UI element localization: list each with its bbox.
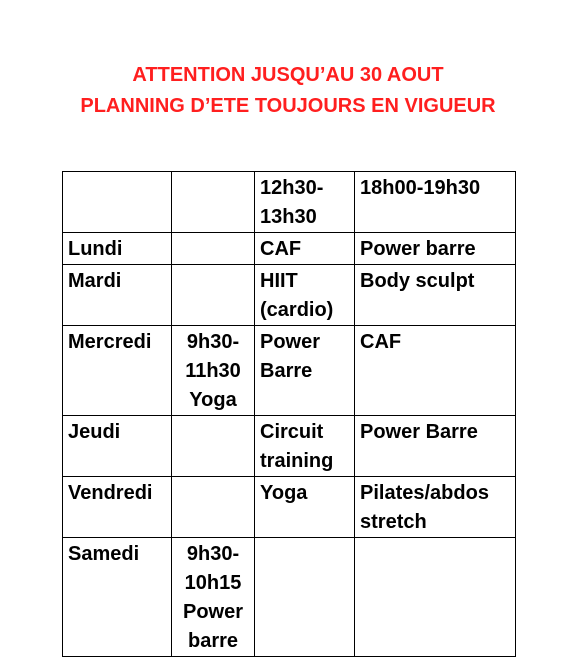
evening-cell — [355, 538, 516, 657]
evening-cell: Power Barre — [355, 416, 516, 477]
midday-cell: Circuit training — [255, 416, 355, 477]
evening-cell: Body sculpt — [355, 265, 516, 326]
day-cell: Jeudi — [63, 416, 172, 477]
day-cell: Mardi — [63, 265, 172, 326]
notice-line-1: ATTENTION JUSQU’AU 30 AOUT — [132, 64, 444, 86]
evening-cell: Pilates/abdos stretch — [355, 477, 516, 538]
midday-cell: HIIT (cardio) — [255, 265, 355, 326]
midday-cell: Power Barre — [255, 326, 355, 416]
morning-cell: 9h30- 10h15 Power barre — [172, 538, 255, 657]
table-row — [63, 538, 516, 657]
morning-cell: 9h30- 11h30 Yoga — [172, 326, 255, 416]
table-row — [63, 265, 516, 326]
header-row — [63, 172, 516, 233]
header-evening-cell: 18h00-19h30 — [355, 172, 516, 233]
midday-cell: Yoga — [255, 477, 355, 538]
morning-cell — [172, 416, 255, 477]
morning-cell — [172, 265, 255, 326]
table-row — [63, 326, 516, 416]
table-row — [63, 416, 516, 477]
midday-cell — [255, 538, 355, 657]
morning-cell — [172, 233, 255, 265]
table-row — [63, 233, 516, 265]
header-morning-cell — [172, 172, 255, 233]
header-day-cell — [63, 172, 172, 233]
schedule-table — [62, 171, 516, 657]
day-cell: Lundi — [63, 233, 172, 265]
day-cell: Vendredi — [63, 477, 172, 538]
midday-cell: CAF — [255, 233, 355, 265]
header-midday-cell: 12h30- 13h30 — [255, 172, 355, 233]
table-row — [63, 477, 516, 538]
day-cell: Samedi — [63, 538, 172, 657]
evening-cell: CAF — [355, 326, 516, 416]
evening-cell: Power barre — [355, 233, 516, 265]
notice-line-2: PLANNING D’ETE TOUJOURS EN VIGUEUR — [80, 95, 496, 117]
morning-cell — [172, 477, 255, 538]
day-cell: Mercredi — [63, 326, 172, 416]
